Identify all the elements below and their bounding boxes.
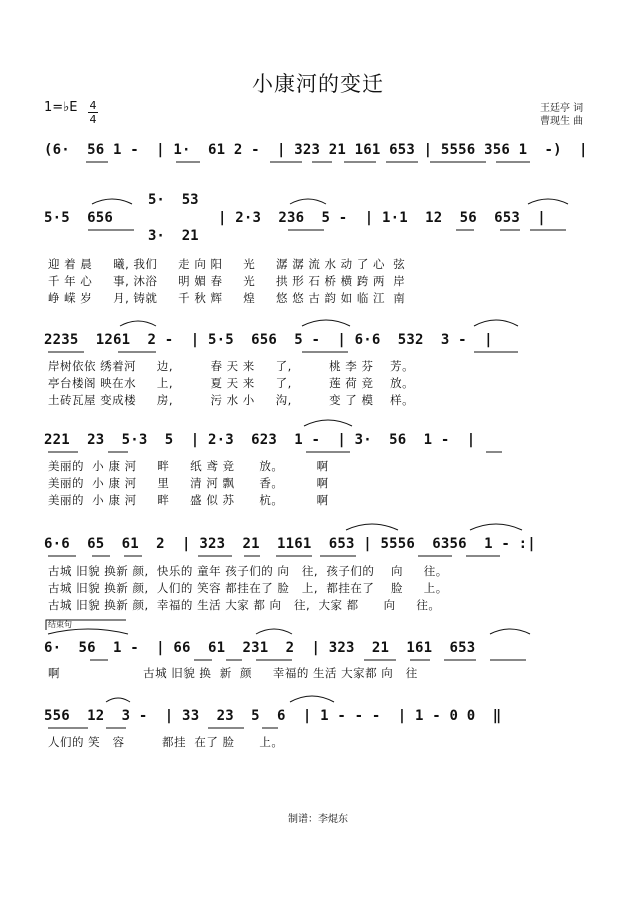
system-1-notes: (6· 56 1 - | 1· 61 2 - | 323 21 161 653 | 5556 356 1 -) | (44, 142, 588, 158)
system-4-lyric-2: 美丽的 小 康 河 里 清 河 飘 香。 啊 (48, 476, 329, 490)
system-6-lyric-1: 啊 古城 旧貌 换 新 颜 幸福的 生活 大家都 向 往 (48, 666, 418, 680)
system-5-lyric-2: 古城 旧貌 换新 颜, 人们的 笑容 都挂在了 脸 上, 都挂在了 脸 上。 (48, 581, 448, 595)
slur-mark (304, 420, 352, 426)
system-5-notes: 6·6 65 61 2 | 323 21 1161 653 | 5556 6356 1 - :| (44, 536, 536, 552)
song-title: 小康河的变迁 (252, 72, 384, 96)
system-3-lyric-3: 土砖瓦屋 变成楼 房, 污 水 小 沟, 变 了 模 样。 (48, 393, 415, 407)
system-4-lyric-3: 美丽的 小 康 河 畔 盛 似 苏 杭。 啊 (48, 493, 329, 507)
system-4-lyric-1: 美丽的 小 康 河 畔 纸 鸢 竞 放。 啊 (48, 459, 329, 473)
arranger-credit: 制谱：李焜东 (288, 814, 348, 825)
system-7-notes: 556 12 3 - | 33 23 5 6 | 1 - - - | 1 - 0 0 ‖ (44, 708, 502, 724)
slur-mark (256, 629, 530, 634)
slur-mark (106, 696, 334, 702)
meter-bottom: 4 (89, 113, 97, 126)
system-7-lyric-1: 人们的 笑 容 都挂 在了 脸 上。 (48, 735, 284, 749)
system-4-notes: 221 23 5·3 5 | 2·3 623 1 - | 3· 56 1 - | (44, 432, 476, 448)
system-6-notes: 6· 56 1 - | 66 61 231 2 | 323 21 161 653 (44, 640, 476, 656)
system-2-notes-a: 5·5 656 (44, 210, 131, 226)
system-3-lyric-2: 亭台楼阁 映在水 上, 夏 天 来 了, 莲 荷 竞 放。 (48, 376, 415, 390)
system-2-lower-voice: 3· 21 (148, 228, 199, 244)
system-2-lyric-2: 千 年 心 事, 沐浴 明 媚 春 光 拱 形 石 桥 横 跨 两 岸 (48, 274, 406, 288)
system-2-lyric-1: 迎 着 晨 曦, 我们 走 向 阳 光 潺 潺 流 水 动 了 心 弦 (48, 257, 406, 271)
system-5-lyric-1: 古城 旧貌 换新 颜, 快乐的 童年 孩子们的 向 往, 孩子们的 向 往。 (48, 564, 448, 578)
system-2-notes-b: | 2·3 236 5 - | 1·1 12 56 653 | (218, 210, 546, 226)
slur-mark (290, 199, 568, 204)
system-2-lyric-3: 峥 嵘 岁 月, 铸就 千 秋 辉 煌 悠 悠 古 韵 如 临 江 南 (48, 291, 406, 305)
time-signature (88, 99, 98, 126)
lyricist: 王廷亭 词 (540, 103, 584, 114)
composer: 曹现生 曲 (540, 116, 584, 127)
system-2-upper-voice: 5· 53 (148, 192, 199, 208)
ending-label: 结束句 (48, 620, 72, 629)
slur-mark (92, 199, 132, 204)
system-5-lyric-3: 古城 旧貌 换新 颜, 幸福的 生活 大家 都 向 往, 大家 都 向 往。 (48, 598, 441, 612)
meter-top: 4 (89, 99, 97, 112)
slur-mark (346, 524, 522, 530)
system-3-lyric-1: 岸树依依 绣着河 边, 春 天 来 了, 桃 李 芬 芳。 (48, 359, 415, 373)
slur-mark (120, 320, 518, 326)
system-3-notes: 2235 1261 2 - | 5·5 656 5 - | 6·6 532 3 - | (44, 332, 493, 348)
key-signature: 1=♭E (44, 100, 78, 115)
credits (540, 102, 583, 128)
